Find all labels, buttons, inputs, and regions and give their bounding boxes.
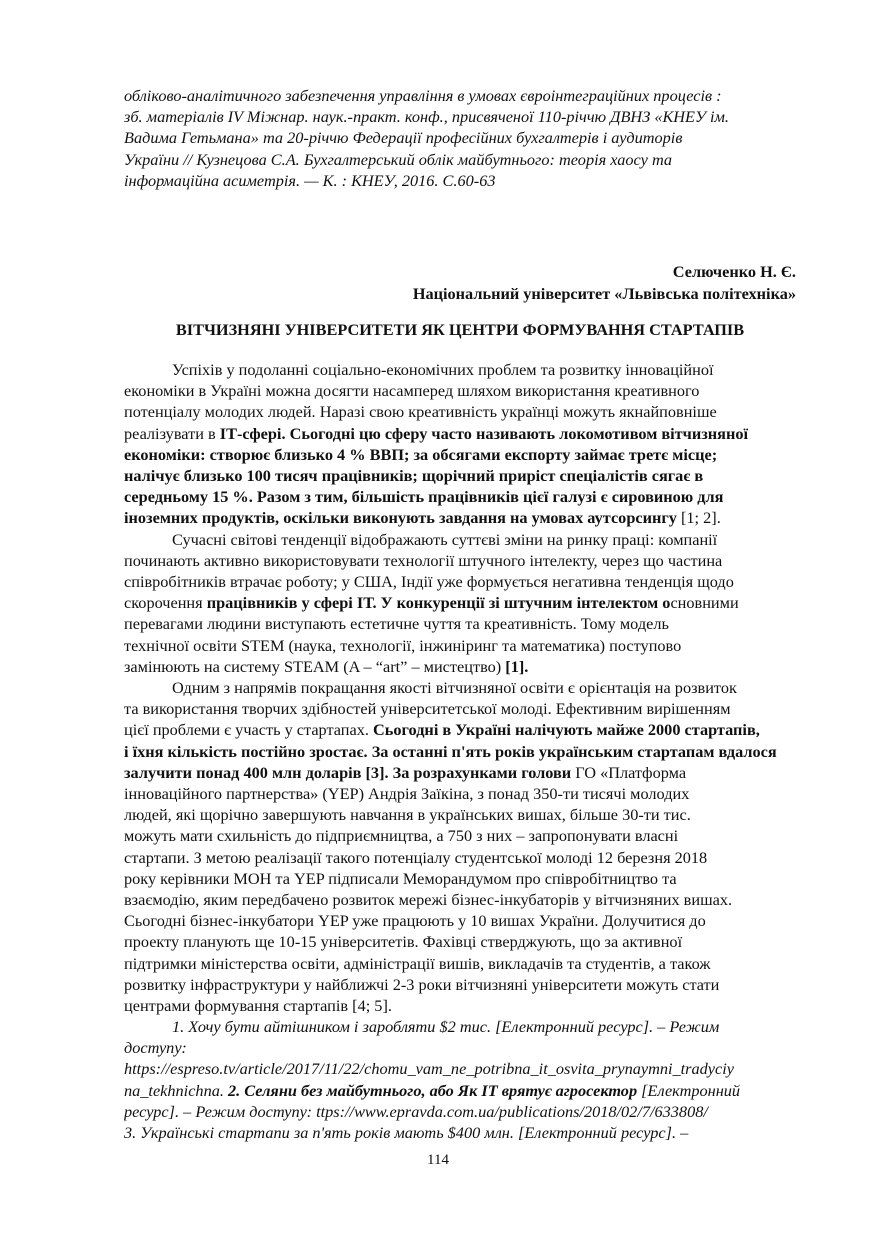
paragraph-line: Одним з напрямів покращання якості вітчизняної освіти є орієнтація на розвиток (172, 678, 737, 698)
reference-line: обліково-аналітичного забезпечення управління в умовах євроінтеграційних процесів : (124, 86, 722, 105)
paragraph-line: року керівники МОН та YEP підписали Меморандумом про співробітництво та (124, 868, 677, 888)
reference-line: 3. Українські стартапи за п'ять років мають $400 млн. [Електронний ресурс]. – (124, 1123, 689, 1143)
paragraph-line (124, 656, 796, 677)
reference-line: доступу: (124, 1038, 187, 1058)
text-run: реалізувати в (124, 423, 220, 443)
paragraph-line: підтримки міністерства освіти, адміністрації вишів, викладачів та студентів, а також (124, 953, 711, 973)
bold-text-run: іноземних продуктів, оскільки виконують завдання на умовах аутсорсингу (124, 508, 681, 528)
paragraph-line (124, 995, 796, 1016)
paragraph-line: перевагами людини виступають естетичне чуття та креативність. Тому модель (124, 614, 669, 634)
paragraph-line: налічує близько 100 тисяч працівників; щорічний приріст спеціалістів сягає в (124, 466, 704, 486)
paragraph-line: починають активно використовувати технології штучного інтелекту, через що частина (124, 550, 723, 570)
bold-text-run: Сьогодні в Україні налічують майже 2000 стартапів, (373, 720, 760, 740)
author-block (413, 261, 796, 305)
paragraph-line: та використання творчих здібностей університетської молоді. Ефективним вирішенням (124, 699, 731, 719)
reference-line: України // Кузнецова С.А. Бухгалтерський облік майбутнього: теорія хаосу та (124, 149, 673, 169)
reference-line: інформаційна асиметрія. — К. : КНЕУ, 2016. С.60-63 (124, 170, 496, 190)
paragraph-line: стартапи. З метою реалізації такого потенціалу студентської молоді 12 березня 2018 (124, 847, 708, 867)
article-title: ВІТЧИЗНЯНІ УНІВЕРСИТЕТИ ЯК ЦЕНТРИ ФОРМУВАННЯ СТАРТАПІВ (175, 320, 745, 339)
paragraph-line: розвитку інфраструктури у найближчі 2-3 роки вітчизняні університети можуть стати (124, 974, 720, 994)
paragraph-line: потенціалу молодих людей. Наразі свою креативність українці можуть якнайповніше (124, 402, 717, 422)
paragraph-line (124, 592, 796, 613)
bold-text-run: залучити понад 400 млн доларів [3]. За розрахунками голови (124, 762, 576, 782)
reference-link[interactable]: na_tekhnichna. (124, 1080, 228, 1100)
paragraph-line (124, 762, 796, 783)
paragraph-line: інноваційного партнерства» (YEP) Андрія Заїкіна, з понад 350-ти тисячі молодих (124, 784, 690, 804)
text-run: ГО «Платформа (575, 762, 687, 782)
bold-text-run: працівників у сфері ІТ. У конкуренції зі штучним інтелектом о (206, 593, 671, 613)
reference-link[interactable]: https://espreso.tv/article/2017/11/22/chomu_vam_ne_potribna_it_osvita_prynaymni_tradyciy (124, 1059, 735, 1079)
bold-text-run: ІТ-сфері. Сьогодні цю сферу часто називають локомотивом вітчизняної (219, 423, 749, 443)
bold-reference-title: 2. Селяни без майбутнього, або Як ІТ врятує агросектор (228, 1080, 642, 1100)
reference-line: 1. Хочу бути айтішником і заробляти $2 тис. [Електронний ресурс]. – Режим (172, 1017, 720, 1036)
citation: [1; 2]. (680, 508, 721, 528)
author-affiliation: Національний університет «Львівська політехніка» (412, 284, 796, 303)
paragraph-line: економіки: створює близько 4 % ВВП; за обсягами експорту займає третє місце; (124, 444, 718, 464)
author-name: Селюченко Н. Є. (672, 262, 796, 281)
article-body (124, 359, 796, 1016)
text-run: сновними (670, 593, 739, 613)
paragraph-line: середньому 15 %. Разом з тим, більшість працівників цієї галузі є сировиною для (124, 487, 724, 507)
page-number: 114 (427, 1152, 449, 1168)
paragraph-line: економіки в Україні можна досягти насамперед шляхом використання креативного (124, 381, 700, 401)
paragraph-line (124, 423, 796, 444)
text-run: центрами формування стартапів (124, 996, 353, 1016)
paragraph-line: технічної освіти STEM (наука, технології, інжиніринг та математика) поступово (124, 635, 682, 655)
citation: [1]. (505, 656, 529, 676)
paragraph-line (124, 507, 796, 528)
paragraph-line: людей, які щорічно завершують навчання в українських вишах, більше 30-ти тис. (124, 805, 691, 825)
paragraph-line (124, 719, 796, 740)
paragraph-line: Сьогодні бізнес-інкубатори YEP уже працюють у 10 вишах України. Долучитися до (124, 911, 706, 931)
continued-reference (124, 85, 796, 191)
paragraph-line: можуть мати схильність до підприємництва, а 750 з них – запропонувати власні (124, 826, 679, 846)
text-run: [Електронний (641, 1080, 741, 1100)
paragraph-line: проекту планують ще 10-15 університетів. Фахівці стверджують, що за активної (124, 932, 683, 952)
paragraph-line: Успіхів у подоланні соціально-економічних проблем та розвитку інноваційної (172, 360, 714, 379)
paragraph-line: співробітників втрачає роботу; у США, Індії уже формується негативна тенденція щодо (124, 572, 734, 592)
reference-line: зб. матеріалів IV Міжнар. наук.-практ. конф., присвяченої 110-річчю ДВНЗ «КНЕУ ім. (124, 107, 729, 127)
reference-line: ресурс]. – Режим доступу: ttps://www.epravda.com.ua/publications/2018/02/7/633808/ (124, 1101, 708, 1121)
paragraph-line: і їхня кількість постійно зростає. За останні п'ять років українським стартапам вдалося (124, 741, 777, 761)
citation: [4; 5]. (352, 996, 392, 1016)
reference-list (124, 1016, 796, 1143)
text-run: цієї проблеми є участь у стартапах. (124, 720, 374, 740)
reference-line (124, 1080, 796, 1101)
paragraph-line: Сучасні світові тенденції відображають суттєві зміни на ринку праці: компанії (172, 529, 718, 549)
paragraph-line: взаємодію, яким передбачено розвиток мережі бізнес-інкубаторів у вітчизняних вишах. (124, 890, 733, 910)
reference-line: Вадима Гетьмана» та 20-річчю Федерації професійних бухгалтерів і аудиторів (124, 128, 683, 148)
text-run: замінюють на систему STEAM (A – “art” – мистецтво) (124, 656, 506, 676)
text-run: скорочення (124, 593, 207, 613)
